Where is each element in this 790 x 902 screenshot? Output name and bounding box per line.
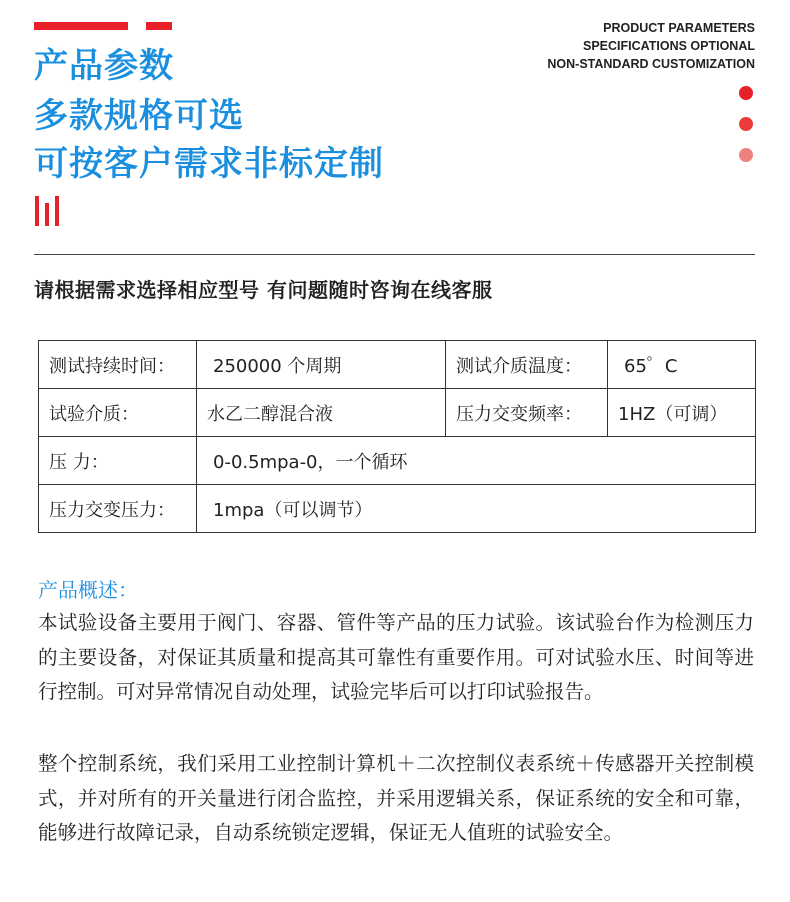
page-subtitle: 请根据需求选择相应型号 有问题随时咨询在线客服 [34, 278, 493, 302]
param-label: 压力交变压力： [39, 485, 197, 533]
param-value: 水乙二醇混合液 [197, 389, 446, 437]
param-value: 65゜C [608, 341, 756, 389]
vertical-bar [35, 196, 39, 226]
table-row [39, 341, 756, 389]
english-line-2: SPECIFICATIONS OPTIONAL [583, 39, 755, 53]
decorative-dot [739, 148, 753, 162]
param-label: 压 力： [39, 437, 197, 485]
vertical-bar [45, 203, 49, 226]
overview-paragraph-1: 本试验设备主要用于阀门、容器、管件等产品的压力试验。该试验台作为检测压力的主要设备，对保证其质量和提高其可靠性有重要作用。可对试验水压、时间等进行控制。可对异常情况自动处理，试验完毕后可以打印试验报告。 [38, 611, 754, 703]
parameters-table [38, 340, 756, 533]
table-row [39, 437, 756, 485]
param-value: 1mpa（可以调节） [197, 485, 756, 533]
param-label: 测试持续时间： [39, 341, 197, 389]
param-value: 0-0.5mpa-0，一个循环 [197, 437, 756, 485]
accent-bar-short [146, 22, 172, 30]
overview-paragraph-2: 整个控制系统，我们采用工业控制计算机＋二次控制仪表系统＋传感器开关控制模式，并对所有的开关量进行闭合监控，并采用逻辑关系，保证系统的安全和可靠，能够进行故障记录，自动系统锁定逻辑，保证无人值班的试验安全。 [38, 752, 754, 844]
overview-title: 产品概述： [38, 578, 138, 602]
vertical-bar [55, 196, 59, 226]
decorative-dot [739, 86, 753, 100]
headline-line-1: 产品参数 [34, 46, 174, 86]
table-row [39, 485, 756, 533]
param-label: 压力交变频率： [446, 389, 608, 437]
accent-bar-long [34, 22, 128, 30]
headline-line-2: 多款规格可选 [34, 96, 244, 136]
table-row [39, 389, 756, 437]
decorative-dot [739, 117, 753, 131]
param-label: 试验介质： [39, 389, 197, 437]
english-line-1: PRODUCT PARAMETERS [603, 21, 755, 35]
divider-line [34, 254, 755, 255]
param-value: 250000 个周期 [197, 341, 446, 389]
headline-line-3: 可按客户需求非标定制 [34, 144, 384, 184]
param-value: 1HZ（可调） [608, 389, 756, 437]
english-line-3: NON-STANDARD CUSTOMIZATION [547, 57, 755, 71]
param-label: 测试介质温度： [446, 341, 608, 389]
